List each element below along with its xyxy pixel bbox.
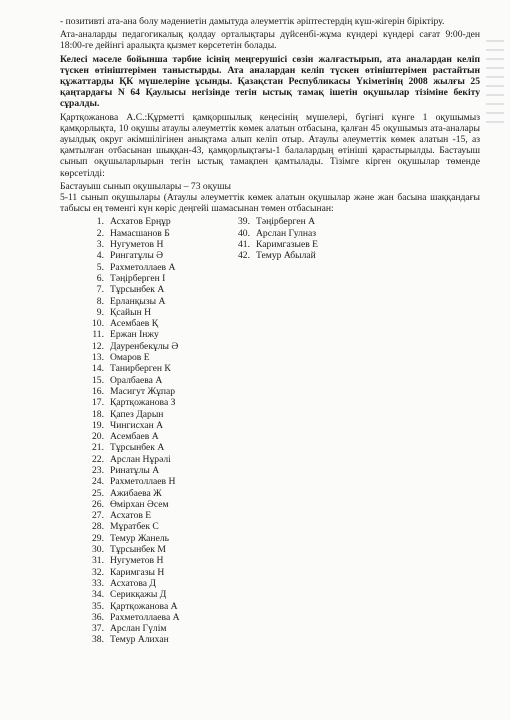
student-name: Ажибаева Ж [110,487,162,499]
list-item-number: 25. [92,487,104,499]
scan-edge-artifact [486,40,504,180]
student-name: Асхатова Д [110,577,156,589]
list-item-number: 14. [92,363,104,375]
list-item-number: 18. [92,408,104,420]
student-name: Арслан Гулназ [256,227,317,239]
list-item-number: 31. [92,555,104,567]
list-item-number: 4. [96,250,104,262]
list-item-number: 35. [92,600,104,612]
list-item-number: 16. [92,385,104,397]
student-name: Дауренбекұлы Ә [110,340,179,352]
list-item-number: 10. [92,318,104,330]
document-body [60,16,480,646]
paragraph-5: Бастауыш сынып оқушылары – 73 оқушы [60,180,232,192]
student-name: Ерланқызы А [110,295,166,307]
student-list-item [82,488,180,499]
student-list-item [82,476,180,487]
list-item-number: 13. [92,352,104,364]
student-list-item [82,341,180,352]
list-item-number: 21. [92,442,104,454]
student-list-item [82,623,180,634]
list-item-number: 29. [92,532,104,544]
student-list-column-2 [228,216,318,261]
student-list-item [82,284,180,295]
student-name: Қартқожанова З [110,397,176,409]
list-item-number: 15. [92,374,104,386]
student-list-item [82,239,180,250]
list-item-number: 12. [92,340,104,352]
student-name: Танирберген К [110,363,171,375]
student-name: Асхатов Е [110,510,152,522]
list-item-number: 7. [96,284,104,296]
list-item-number: 26. [92,498,104,510]
paragraph-4: Қартқожанова А.С.:Құрметті қамқоршылық кеңесінің мүшелері, бүгінгі күнге 1 оқушымыз қамқорлықта, 10 оқушы атаулы әлеуметтік көмек алатын отбасына, қалған 45 оқушымыз ата-аналары ауылдық округ әкімшілігінен анықтама алып келіп отыр. Атаулы әлеуметтік көмек алатын -15, аз қамтылған отбасынан шыққан-43, қамқорлықтағы-1 балалардың өтініші қарастырылды. Бастауыш сынып оқушыларлырын тегін ыстық тамақпен қамтылады. Тізімге кірген оқушылар төменде көрсетілді: [60,111,480,179]
list-item-number: 36. [92,611,104,623]
list-item-number: 41. [238,239,250,251]
student-list-item [82,634,180,645]
student-list-item [82,386,180,397]
student-name: Оралбаева А [110,374,163,386]
student-name: Темур Жанель [110,532,169,544]
list-item-number: 11. [92,329,104,341]
student-list-item [228,250,318,261]
student-name: Қсайын Н [110,306,152,318]
list-item-number: 42. [238,250,250,262]
list-item-number: 37. [92,623,104,635]
student-list-item [82,555,180,566]
list-item-number: 38. [92,634,104,646]
student-list-item [82,601,180,612]
paragraph-3: Келесі мәселе бойынша тәрбие ісінің меңгерушісі сөзін жалғастырып, ата аналардан келіп түскен өтініштерімен таныстырды. Ата аналардан келіп түскен өтініштерімен растайтын құжаттарды ҚК мүшелеріне ұсынды. Қазақстан Республикасы Үкіметінің 2008 жылғы 25 қаңтардағы N 64 Қаулысы негізінде тегін ыстық тамақ ішетін оқушылар тізіміне бекіту сұралды. [60,53,480,110]
student-name: Тәңірберген І [110,272,166,284]
student-name: Тұрсынбек М [110,544,166,556]
list-item-number: 30. [92,544,104,556]
paragraph-2: Ата-аналарды педагогикалық қолдау орталықтары дүйсенбі-жұма күндері күндері сағат 9:00-ден 18:00-ге дейінгі аралықта қызмет көрсететін болады. [60,29,480,52]
student-list-item [82,318,180,329]
student-name: Омаров Е [110,352,150,364]
student-list-item [82,544,180,555]
student-name: Темур Абылай [256,250,316,262]
student-name: Рахметоллаев Н [110,476,176,488]
student-list-item [82,442,180,453]
student-list-item [228,228,318,239]
student-list-item [82,262,180,273]
student-name: Намасшанов Б [110,227,170,239]
student-list-item [82,329,180,340]
student-name: Қапез Дарын [110,408,164,420]
student-list-item [82,499,180,510]
student-list-item [82,296,180,307]
student-name: Тәңірберген А [256,216,316,228]
student-list-item [82,465,180,476]
student-name: Асхатов Ерңұр [110,216,171,228]
student-name: Нугуметов Н [110,555,164,567]
list-item-number: 19. [92,419,104,431]
student-list-item [82,533,180,544]
student-name: Арслан Нұрәлі [110,453,171,465]
student-name: Темур Алихан [110,634,169,646]
list-item-number: 6. [96,272,104,284]
student-list-item [82,250,180,261]
list-item-number: 24. [92,476,104,488]
student-list-item [228,239,318,250]
student-name: Масигут Жұпар [110,385,176,397]
student-name: Мұратбек С [110,521,159,533]
student-name: Асембаев А [110,431,159,443]
student-name: Каримгазы Н [110,566,165,578]
student-name: Рахметоллаева А [110,611,180,623]
student-name: Серикқажы Д [110,589,167,601]
list-item-number: 22. [92,453,104,465]
student-name: Өмірхан Әсем [110,498,169,510]
student-list-item [82,228,180,239]
list-item-number: 33. [92,577,104,589]
student-name: Тұрсынбек А [110,284,165,296]
list-item-number: 39. [238,216,250,228]
paragraph-6: 5-11 сынып оқушылары (Атаулы әлеуметтік көмек алатын оқушылар және жан басына шаққандағы табысы ең төменгі күн көріс деңгейі шамасынан төмен отбасынан: [60,192,480,215]
student-name: Рингатұлы Ә [110,250,164,262]
student-list-item [82,397,180,408]
list-item-number: 34. [92,589,104,601]
student-list-column-1 [82,216,180,645]
list-item-number: 20. [92,431,104,443]
student-list-item [82,363,180,374]
student-list-item [82,578,180,589]
list-item-number: 27. [92,510,104,522]
student-list-item [228,216,318,227]
student-list-item [82,409,180,420]
student-name: Қартқожанова А [110,600,178,612]
student-list-item [82,375,180,386]
student-name: Асембаев Қ [110,318,159,330]
list-item-number: 2. [96,227,104,239]
student-list-item [82,431,180,442]
student-name: Тұрсынбек А [110,442,165,454]
list-item-number: 28. [92,521,104,533]
student-list-item [82,273,180,284]
student-list-item [82,454,180,465]
student-name: Арслан Гүлім [110,623,167,635]
list-item-number: 32. [92,566,104,578]
student-list-item [82,612,180,623]
paragraph-1: - позитивті ата-ана болу мәдениетін дамытуда әлеуметтік әріптестердің күш-жігерін біріктіру. [60,16,445,27]
list-item-number: 17. [92,397,104,409]
list-item-number: 40. [238,227,250,239]
list-item-number: 3. [96,239,104,251]
list-item-number: 9. [96,306,104,318]
list-item-number: 23. [92,464,104,476]
student-list-item [82,352,180,363]
student-name: Ержан Інжу [110,329,159,341]
student-list-item [82,307,180,318]
student-list-item [82,567,180,578]
student-name: Каримгазыев Е [256,239,319,251]
student-name: Чингисхан А [110,419,164,431]
list-item-number: 1. [96,216,104,228]
student-name: Ринатұлы А [110,464,160,476]
list-item-number: 5. [96,261,104,273]
student-list-item [82,216,180,227]
student-list-item [82,510,180,521]
student-name: Рахметоллаев А [110,261,176,273]
student-name: Нугуметов Н [110,239,164,251]
student-list-item [82,521,180,532]
student-list-item [82,589,180,600]
student-list-item [82,420,180,431]
list-item-number: 8. [96,295,104,307]
